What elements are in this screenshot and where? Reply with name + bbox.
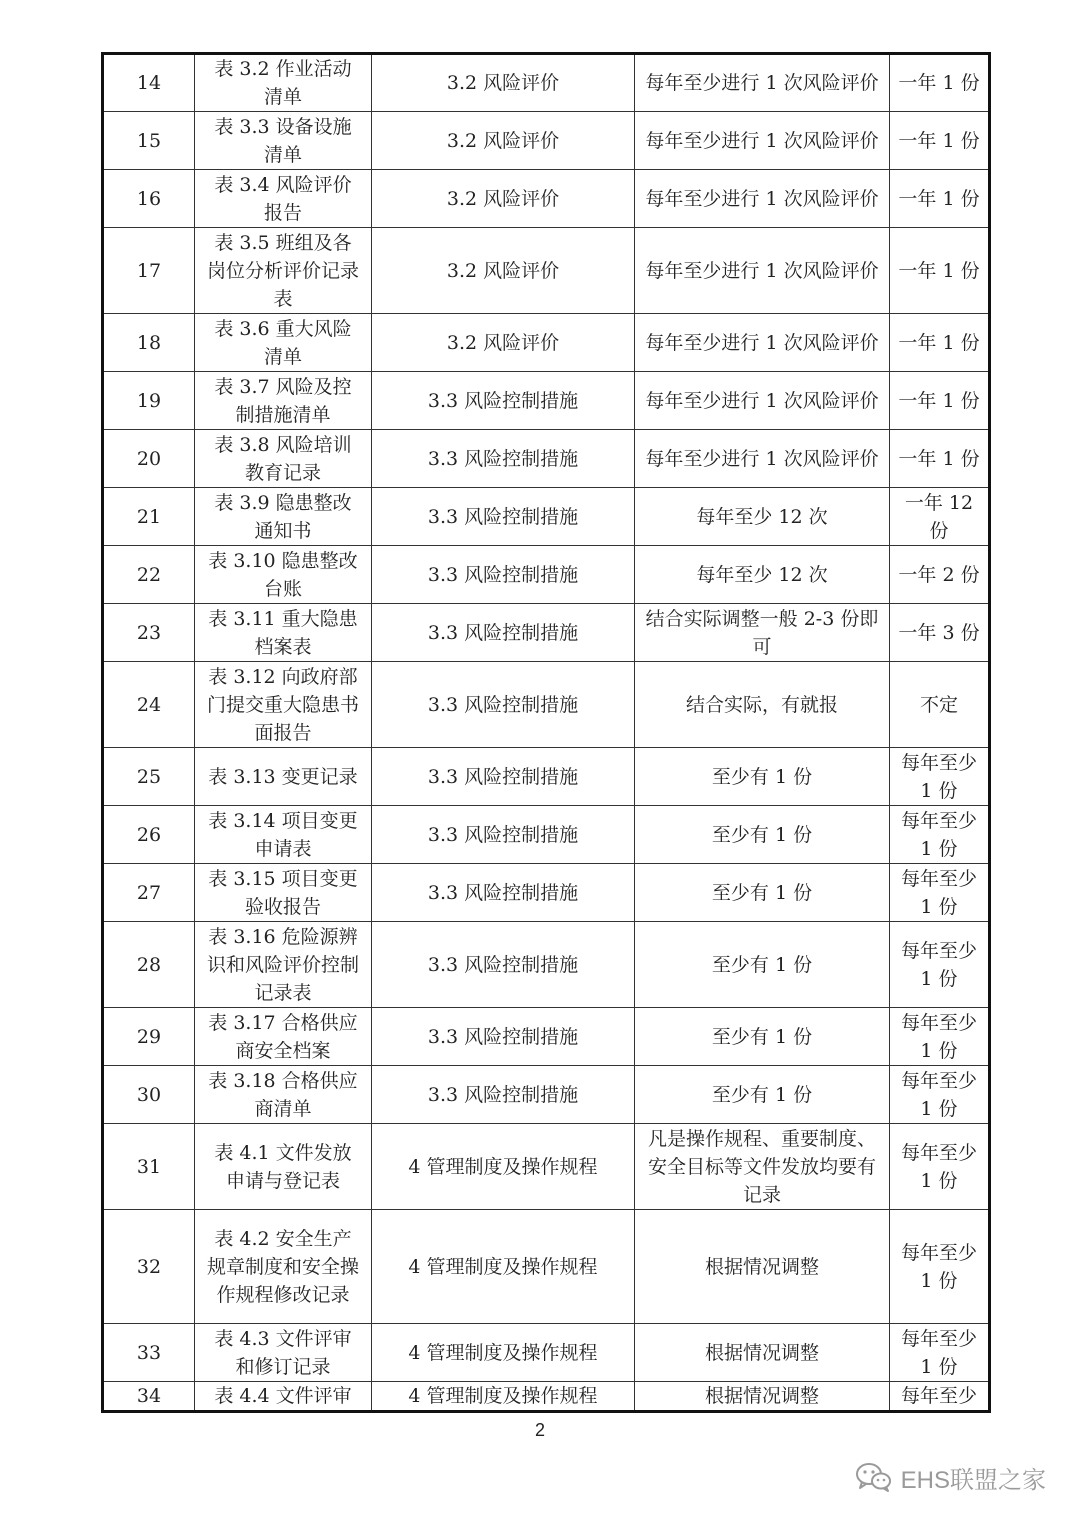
- table-row: [103, 1324, 990, 1382]
- section: 3.3 风险控制措施: [372, 864, 635, 922]
- table-row: [103, 1008, 990, 1066]
- form-name: 表 4.4 文件评审: [195, 1382, 372, 1412]
- section: 3.3 风险控制措施: [372, 748, 635, 806]
- row-number: 32: [103, 1210, 195, 1324]
- row-number: 30: [103, 1066, 195, 1124]
- frequency: 凡是操作规程、重要制度、安全目标等文件发放均要有记录: [635, 1124, 890, 1210]
- section: 3.3 风险控制措施: [372, 604, 635, 662]
- frequency: 结合实际调整一般 2-3 份即可: [635, 604, 890, 662]
- section: 3.2 风险评价: [372, 54, 635, 112]
- section: 3.3 风险控制措施: [372, 1008, 635, 1066]
- copies: 一年 1 份: [890, 430, 990, 488]
- frequency: 每年至少进行 1 次风险评价: [635, 372, 890, 430]
- table-row: [103, 1382, 990, 1412]
- form-name: 表 3.6 重大风险清单: [195, 314, 372, 372]
- row-number: 25: [103, 748, 195, 806]
- table-row: [103, 170, 990, 228]
- table-row: [103, 1210, 990, 1324]
- form-name: 表 3.16 危险源辨识和风险评价控制记录表: [195, 922, 372, 1008]
- copies: 一年 12 份: [890, 488, 990, 546]
- frequency: 根据情况调整: [635, 1324, 890, 1382]
- row-number: 34: [103, 1382, 195, 1412]
- frequency: 每年至少进行 1 次风险评价: [635, 228, 890, 314]
- copies: 每年至少 1 份: [890, 1124, 990, 1210]
- page-number: 2: [534, 1420, 545, 1440]
- frequency: 每年至少进行 1 次风险评价: [635, 54, 890, 112]
- copies: 每年至少 1 份: [890, 922, 990, 1008]
- row-number: 20: [103, 430, 195, 488]
- table-row: [103, 662, 990, 748]
- form-name: 表 3.12 向政府部门提交重大隐患书面报告: [195, 662, 372, 748]
- table-row: [103, 806, 990, 864]
- form-name: 表 3.17 合格供应商安全档案: [195, 1008, 372, 1066]
- form-name: 表 3.14 项目变更申请表: [195, 806, 372, 864]
- copies: 每年至少 1 份: [890, 1066, 990, 1124]
- row-number: 26: [103, 806, 195, 864]
- row-number: 24: [103, 662, 195, 748]
- table-body: [103, 54, 990, 1412]
- form-name: 表 3.4 风险评价报告: [195, 170, 372, 228]
- table-row: [103, 1124, 990, 1210]
- form-name: 表 4.3 文件评审和修订记录: [195, 1324, 372, 1382]
- row-number: 21: [103, 488, 195, 546]
- frequency: 至少有 1 份: [635, 864, 890, 922]
- copies: 一年 1 份: [890, 314, 990, 372]
- form-name: 表 4.1 文件发放申请与登记表: [195, 1124, 372, 1210]
- form-name: 表 3.10 隐患整改台账: [195, 546, 372, 604]
- table-row: [103, 922, 990, 1008]
- form-name: 表 3.2 作业活动清单: [195, 54, 372, 112]
- copies: 一年 1 份: [890, 170, 990, 228]
- table-row: [103, 546, 990, 604]
- form-name: 表 3.7 风险及控制措施清单: [195, 372, 372, 430]
- section: 3.3 风险控制措施: [372, 662, 635, 748]
- copies: 每年至少 1 份: [890, 1324, 990, 1382]
- row-number: 17: [103, 228, 195, 314]
- form-name: 表 3.11 重大隐患档案表: [195, 604, 372, 662]
- copies: 不定: [890, 662, 990, 748]
- frequency: 每年至少进行 1 次风险评价: [635, 314, 890, 372]
- copies: 一年 3 份: [890, 604, 990, 662]
- section: 3.3 风险控制措施: [372, 546, 635, 604]
- table-row: [103, 54, 990, 112]
- row-number: 29: [103, 1008, 195, 1066]
- frequency: 至少有 1 份: [635, 748, 890, 806]
- form-name: 表 3.13 变更记录: [195, 748, 372, 806]
- frequency: 至少有 1 份: [635, 922, 890, 1008]
- document-table: [101, 52, 991, 1413]
- copies: 每年至少 1 份: [890, 806, 990, 864]
- row-number: 33: [103, 1324, 195, 1382]
- frequency: 每年至少进行 1 次风险评价: [635, 170, 890, 228]
- copies: 一年 1 份: [890, 228, 990, 314]
- frequency: 根据情况调整: [635, 1382, 890, 1412]
- copies: 每年至少: [890, 1382, 990, 1412]
- table-row: [103, 488, 990, 546]
- copies: 每年至少 1 份: [890, 748, 990, 806]
- section: 3.3 风险控制措施: [372, 372, 635, 430]
- table-row: [103, 430, 990, 488]
- table-row: [103, 748, 990, 806]
- form-name: 表 3.9 隐患整改通知书: [195, 488, 372, 546]
- section: 3.2 风险评价: [372, 228, 635, 314]
- frequency: 每年至少进行 1 次风险评价: [635, 112, 890, 170]
- form-name: 表 3.15 项目变更验收报告: [195, 864, 372, 922]
- frequency: 每年至少 12 次: [635, 488, 890, 546]
- section: 4 管理制度及操作规程: [372, 1324, 635, 1382]
- row-number: 14: [103, 54, 195, 112]
- section: 4 管理制度及操作规程: [372, 1124, 635, 1210]
- copies: 一年 1 份: [890, 372, 990, 430]
- watermark: [855, 1457, 1046, 1497]
- form-name: 表 3.5 班组及各岗位分析评价记录表: [195, 228, 372, 314]
- section: 3.2 风险评价: [372, 314, 635, 372]
- frequency: 至少有 1 份: [635, 806, 890, 864]
- frequency: 至少有 1 份: [635, 1008, 890, 1066]
- copies: 每年至少 1 份: [890, 1210, 990, 1324]
- row-number: 28: [103, 922, 195, 1008]
- copies: 每年至少 1 份: [890, 1008, 990, 1066]
- section: 3.3 风险控制措施: [372, 1066, 635, 1124]
- form-name: 表 3.18 合格供应商清单: [195, 1066, 372, 1124]
- form-name: 表 3.3 设备设施清单: [195, 112, 372, 170]
- section: 3.2 风险评价: [372, 112, 635, 170]
- table-row: [103, 864, 990, 922]
- row-number: 27: [103, 864, 195, 922]
- copies: 一年 1 份: [890, 112, 990, 170]
- section: 3.3 风险控制措施: [372, 922, 635, 1008]
- table-row: [103, 1066, 990, 1124]
- form-name: 表 3.8 风险培训教育记录: [195, 430, 372, 488]
- section: 3.3 风险控制措施: [372, 806, 635, 864]
- frequency: 至少有 1 份: [635, 1066, 890, 1124]
- section: 3.2 风险评价: [372, 170, 635, 228]
- frequency: 根据情况调整: [635, 1210, 890, 1324]
- row-number: 19: [103, 372, 195, 430]
- section: 3.3 风险控制措施: [372, 430, 635, 488]
- section: 4 管理制度及操作规程: [372, 1382, 635, 1412]
- copies: 每年至少 1 份: [890, 864, 990, 922]
- section: 4 管理制度及操作规程: [372, 1210, 635, 1324]
- row-number: 16: [103, 170, 195, 228]
- form-name: 表 4.2 安全生产规章制度和安全操作规程修改记录: [195, 1210, 372, 1324]
- row-number: 15: [103, 112, 195, 170]
- copies: 一年 2 份: [890, 546, 990, 604]
- frequency: 每年至少 12 次: [635, 546, 890, 604]
- watermark-text: EHS联盟之家: [900, 1466, 1046, 1494]
- table-row: [103, 314, 990, 372]
- row-number: 23: [103, 604, 195, 662]
- row-number: 18: [103, 314, 195, 372]
- section: 3.3 风险控制措施: [372, 488, 635, 546]
- frequency: 结合实际，有就报: [635, 662, 890, 748]
- wechat-icon: [855, 1461, 893, 1493]
- table-row: [103, 228, 990, 314]
- frequency: 每年至少进行 1 次风险评价: [635, 430, 890, 488]
- row-number: 31: [103, 1124, 195, 1210]
- table-row: [103, 372, 990, 430]
- table-row: [103, 604, 990, 662]
- table-row: [103, 112, 990, 170]
- row-number: 22: [103, 546, 195, 604]
- copies: 一年 1 份: [890, 54, 990, 112]
